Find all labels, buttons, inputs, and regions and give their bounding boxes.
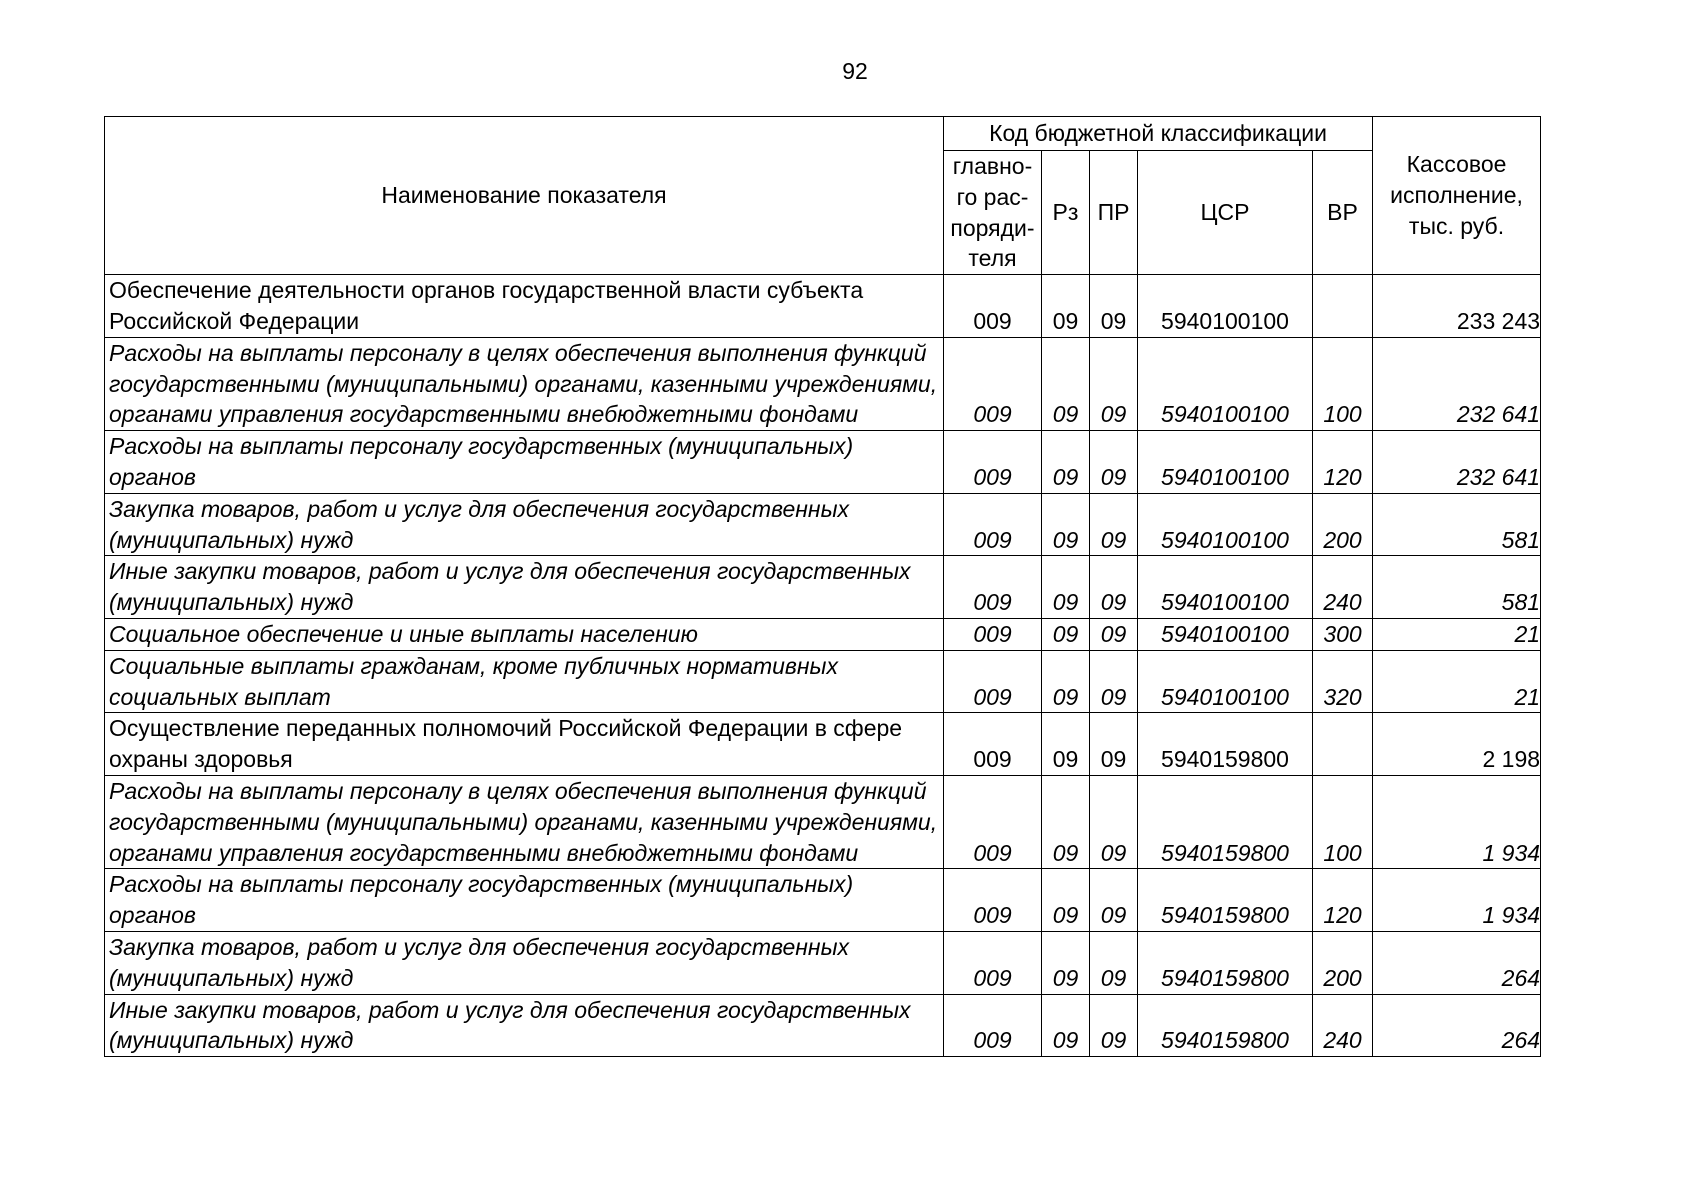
row-pr: 09 (1090, 650, 1138, 713)
row-name: Осуществление переданных полномочий Российской Федерации в сфере охраны здоровья (105, 713, 944, 776)
row-name: Закупка товаров, работ и услуг для обеспечения государственных (муниципальных) нужд (105, 493, 944, 556)
row-pr: 09 (1090, 713, 1138, 776)
row-csr: 5940100100 (1138, 275, 1313, 338)
row-csr: 5940100100 (1138, 556, 1313, 619)
row-amount: 1 934 (1373, 869, 1541, 932)
budget-table (104, 116, 1541, 1057)
row-pr: 09 (1090, 994, 1138, 1057)
row-vr: 240 (1313, 556, 1373, 619)
row-rz: 09 (1042, 713, 1090, 776)
row-csr: 5940159800 (1138, 994, 1313, 1057)
row-csr: 5940100100 (1138, 431, 1313, 494)
row-amount: 21 (1373, 650, 1541, 713)
row-vr: 200 (1313, 493, 1373, 556)
row-amount: 232 641 (1373, 337, 1541, 430)
row-name: Расходы на выплаты персоналу государственных (муниципальных) органов (105, 869, 944, 932)
header-gr-line: го рас- (956, 183, 1029, 210)
row-csr: 5940159800 (1138, 775, 1313, 868)
row-vr: 100 (1313, 775, 1373, 868)
row-csr: 5940100100 (1138, 493, 1313, 556)
row-vr: 240 (1313, 994, 1373, 1057)
row-gr: 009 (944, 337, 1042, 430)
row-rz: 09 (1042, 493, 1090, 556)
row-pr: 09 (1090, 775, 1138, 868)
row-gr: 009 (944, 713, 1042, 776)
header-gr-line: теля (968, 245, 1017, 272)
header-gr (944, 151, 1042, 275)
row-gr: 009 (944, 275, 1042, 338)
row-gr: 009 (944, 618, 1042, 650)
row-csr: 5940159800 (1138, 713, 1313, 776)
row-vr (1313, 275, 1373, 338)
row-vr: 120 (1313, 869, 1373, 932)
table-row (105, 775, 1541, 868)
row-csr: 5940100100 (1138, 337, 1313, 430)
row-vr: 120 (1313, 431, 1373, 494)
table-header (105, 117, 1541, 275)
row-vr: 320 (1313, 650, 1373, 713)
table-row (105, 994, 1541, 1057)
header-name: Наименование показателя (105, 117, 944, 275)
row-rz: 09 (1042, 869, 1090, 932)
row-name: Социальное обеспечение и иные выплаты населению (105, 618, 944, 650)
page-number: 92 (842, 58, 868, 84)
row-csr: 5940100100 (1138, 650, 1313, 713)
row-amount: 232 641 (1373, 431, 1541, 494)
table-row (105, 869, 1541, 932)
row-name: Расходы на выплаты персоналу в целях обеспечения выполнения функций государственными (муниципальными) органами, казенными учреждениями, органами управления государственными внебюджетными фондами (105, 775, 944, 868)
row-pr: 09 (1090, 431, 1138, 494)
row-amount: 21 (1373, 618, 1541, 650)
header-rz: Рз (1042, 151, 1090, 275)
row-rz: 09 (1042, 994, 1090, 1057)
row-gr: 009 (944, 931, 1042, 994)
row-vr: 300 (1313, 618, 1373, 650)
row-gr: 009 (944, 431, 1042, 494)
row-rz: 09 (1042, 431, 1090, 494)
row-name: Расходы на выплаты персоналу в целях обеспечения выполнения функций государственными (муниципальными) органами, казенными учреждениями, органами управления государственными внебюджетными фондами (105, 337, 944, 430)
row-pr: 09 (1090, 931, 1138, 994)
row-vr: 200 (1313, 931, 1373, 994)
table-row (105, 556, 1541, 619)
row-csr: 5940159800 (1138, 869, 1313, 932)
row-rz: 09 (1042, 275, 1090, 338)
row-gr: 009 (944, 650, 1042, 713)
table-body (105, 275, 1541, 1057)
row-amount: 2 198 (1373, 713, 1541, 776)
row-rz: 09 (1042, 556, 1090, 619)
table-row (105, 618, 1541, 650)
header-vr: ВР (1313, 151, 1373, 275)
row-pr: 09 (1090, 337, 1138, 430)
header-amount-line: исполнение, (1390, 182, 1523, 209)
row-amount: 264 (1373, 931, 1541, 994)
row-amount: 1 934 (1373, 775, 1541, 868)
header-amount-line: Кассовое (1406, 151, 1507, 178)
row-rz: 09 (1042, 337, 1090, 430)
row-name: Закупка товаров, работ и услуг для обеспечения государственных (муниципальных) нужд (105, 931, 944, 994)
row-name: Иные закупки товаров, работ и услуг для обеспечения государственных (муниципальных) нужд (105, 556, 944, 619)
header-csr: ЦСР (1138, 151, 1313, 275)
row-gr: 009 (944, 556, 1042, 619)
header-amount-line: тыс. руб. (1408, 212, 1505, 239)
row-gr: 009 (944, 869, 1042, 932)
row-amount: 581 (1373, 493, 1541, 556)
table-row (105, 713, 1541, 776)
row-amount: 581 (1373, 556, 1541, 619)
row-pr: 09 (1090, 556, 1138, 619)
row-name: Обеспечение деятельности органов государственной власти субъекта Российской Федерации (105, 275, 944, 338)
row-rz: 09 (1042, 618, 1090, 650)
header-pr: ПР (1090, 151, 1138, 275)
header-gr-line: поряди- (950, 214, 1035, 241)
header-code-group: Код бюджетной классификации (944, 117, 1373, 151)
row-name: Расходы на выплаты персоналу государственных (муниципальных) органов (105, 431, 944, 494)
row-gr: 009 (944, 493, 1042, 556)
row-gr: 009 (944, 775, 1042, 868)
table-row (105, 931, 1541, 994)
row-rz: 09 (1042, 775, 1090, 868)
row-amount: 233 243 (1373, 275, 1541, 338)
table-row (105, 337, 1541, 430)
row-name: Иные закупки товаров, работ и услуг для обеспечения государственных (муниципальных) нужд (105, 994, 944, 1057)
row-rz: 09 (1042, 650, 1090, 713)
row-amount: 264 (1373, 994, 1541, 1057)
table-row (105, 431, 1541, 494)
row-rz: 09 (1042, 931, 1090, 994)
row-csr: 5940159800 (1138, 931, 1313, 994)
row-vr (1313, 713, 1373, 776)
table-row (105, 275, 1541, 338)
row-pr: 09 (1090, 869, 1138, 932)
header-amount (1373, 117, 1541, 275)
row-pr: 09 (1090, 618, 1138, 650)
header-gr-line: главно- (952, 153, 1033, 179)
row-name: Социальные выплаты гражданам, кроме публичных нормативных социальных выплат (105, 650, 944, 713)
row-csr: 5940100100 (1138, 618, 1313, 650)
table-row (105, 650, 1541, 713)
table-row (105, 493, 1541, 556)
row-pr: 09 (1090, 275, 1138, 338)
row-pr: 09 (1090, 493, 1138, 556)
row-vr: 100 (1313, 337, 1373, 430)
row-gr: 009 (944, 994, 1042, 1057)
